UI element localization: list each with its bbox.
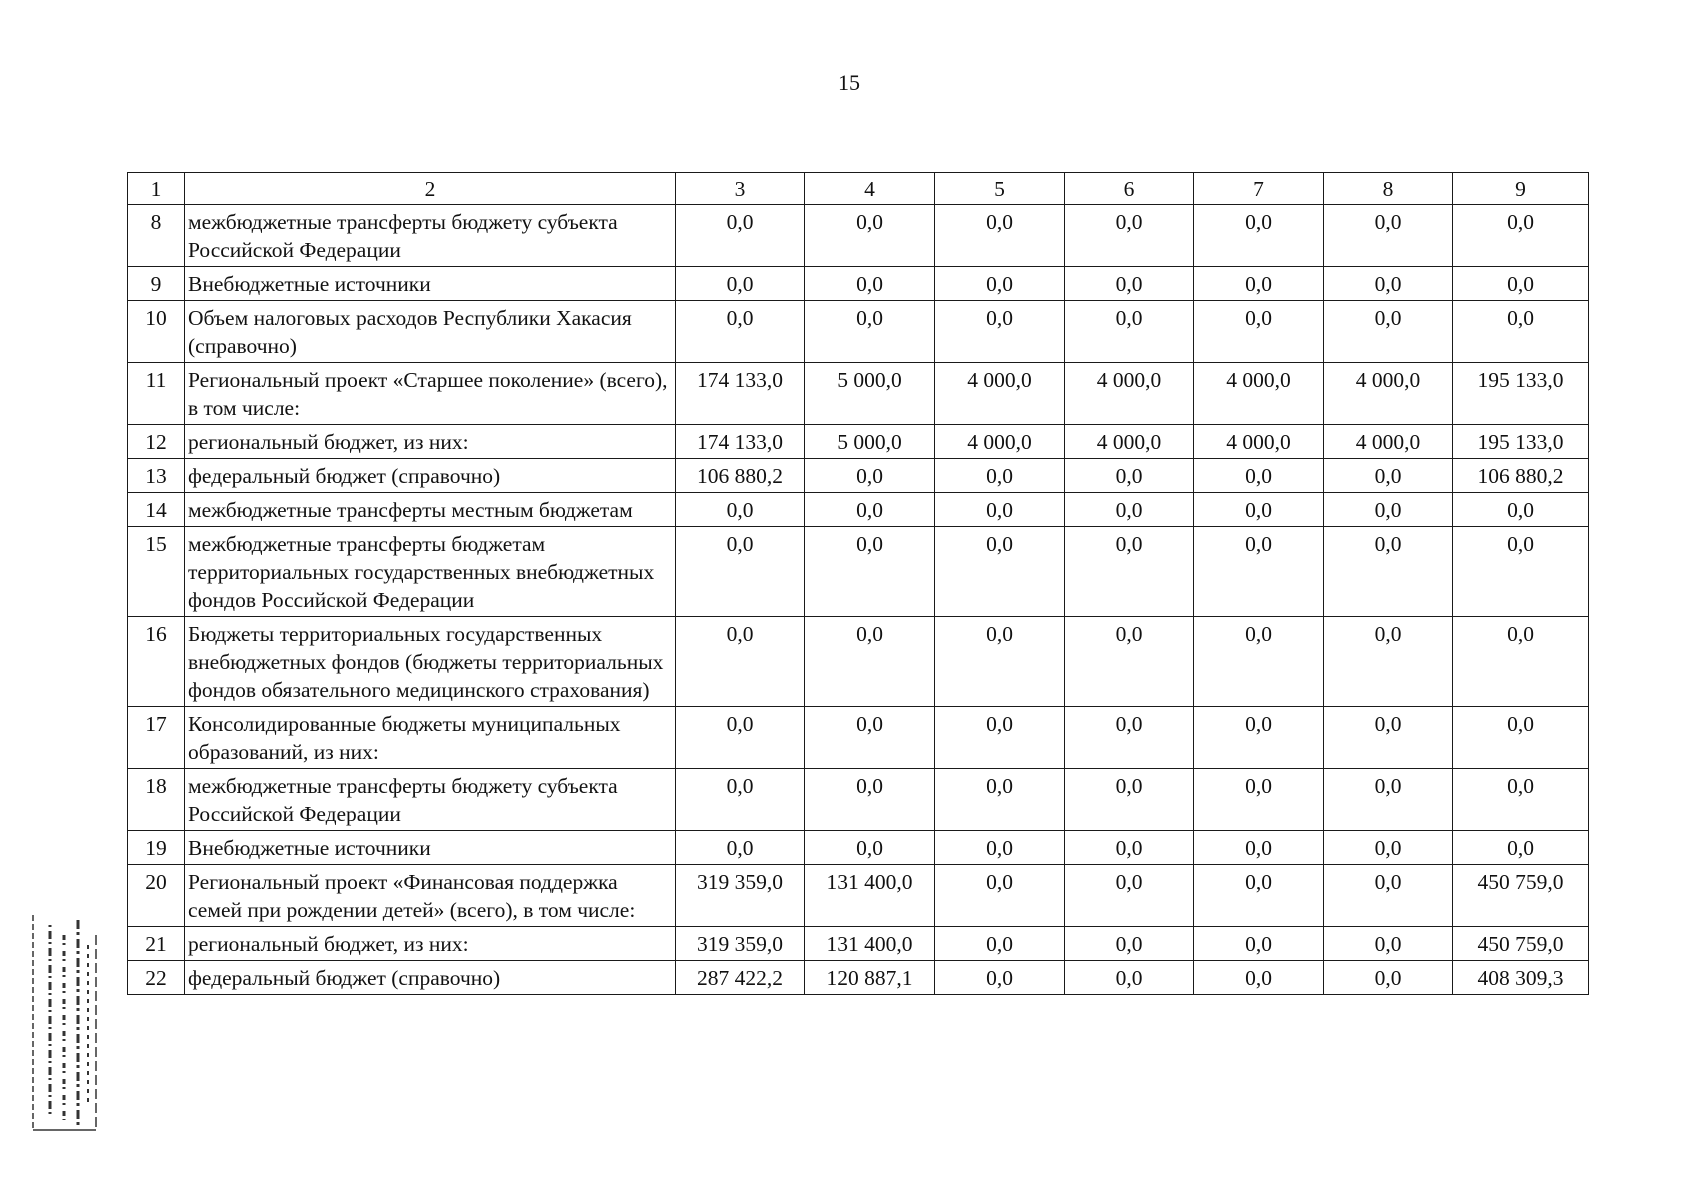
value-cell: 0,0 [1453, 301, 1589, 363]
value-cell: 0,0 [1194, 459, 1324, 493]
row-number: 10 [128, 301, 185, 363]
column-header: 6 [1065, 173, 1194, 205]
value-cell: 0,0 [1065, 267, 1194, 301]
value-cell: 0,0 [1324, 831, 1453, 865]
value-cell: 0,0 [1065, 459, 1194, 493]
value-cell: 4 000,0 [1194, 425, 1324, 459]
value-cell: 0,0 [1194, 961, 1324, 995]
value-cell: 4 000,0 [1324, 363, 1453, 425]
value-cell: 0,0 [1065, 961, 1194, 995]
table-header-row [128, 173, 1589, 205]
table-row [128, 301, 1589, 363]
value-cell: 0,0 [1453, 831, 1589, 865]
value-cell: 0,0 [1324, 927, 1453, 961]
value-cell: 174 133,0 [676, 363, 805, 425]
value-cell: 106 880,2 [1453, 459, 1589, 493]
row-number: 11 [128, 363, 185, 425]
page-number: 15 [838, 70, 860, 95]
value-cell: 0,0 [676, 831, 805, 865]
value-cell: 0,0 [1324, 527, 1453, 617]
table-row [128, 527, 1589, 617]
value-cell: 0,0 [1324, 769, 1453, 831]
value-cell: 4 000,0 [1324, 425, 1453, 459]
table-row [128, 617, 1589, 707]
value-cell: 0,0 [1194, 301, 1324, 363]
value-cell: 4 000,0 [935, 425, 1065, 459]
value-cell: 0,0 [1194, 769, 1324, 831]
row-label: федеральный бюджет (справочно) [185, 961, 676, 995]
value-cell: 4 000,0 [935, 363, 1065, 425]
value-cell: 0,0 [676, 267, 805, 301]
row-label: Внебюджетные источники [185, 831, 676, 865]
side-stamp-image [30, 905, 100, 1135]
value-cell: 0,0 [1324, 865, 1453, 927]
row-number: 8 [128, 205, 185, 267]
value-cell: 0,0 [676, 205, 805, 267]
table-row [128, 363, 1589, 425]
row-number: 13 [128, 459, 185, 493]
value-cell: 0,0 [1324, 617, 1453, 707]
row-number: 15 [128, 527, 185, 617]
row-label: региональный бюджет, из них: [185, 927, 676, 961]
value-cell: 4 000,0 [1194, 363, 1324, 425]
row-label: межбюджетные трансферты местным бюджетам [185, 493, 676, 527]
column-header: 2 [185, 173, 676, 205]
table-row [128, 425, 1589, 459]
value-cell: 174 133,0 [676, 425, 805, 459]
value-cell: 0,0 [935, 527, 1065, 617]
table-row [128, 267, 1589, 301]
value-cell: 0,0 [1065, 301, 1194, 363]
value-cell: 0,0 [805, 527, 935, 617]
row-label: Региональный проект «Старшее поколение» (всего), в том числе: [185, 363, 676, 425]
value-cell: 450 759,0 [1453, 927, 1589, 961]
value-cell: 0,0 [1065, 527, 1194, 617]
value-cell: 0,0 [1453, 527, 1589, 617]
value-cell: 0,0 [1194, 493, 1324, 527]
value-cell: 0,0 [1194, 617, 1324, 707]
value-cell: 0,0 [935, 493, 1065, 527]
value-cell: 0,0 [935, 459, 1065, 493]
table-row [128, 865, 1589, 927]
value-cell: 0,0 [805, 769, 935, 831]
value-cell: 0,0 [935, 617, 1065, 707]
row-label: Внебюджетные источники [185, 267, 676, 301]
table-row [128, 459, 1589, 493]
value-cell: 0,0 [935, 769, 1065, 831]
row-label: Объем налоговых расходов Республики Хакасия (справочно) [185, 301, 676, 363]
table-row [128, 769, 1589, 831]
row-number: 20 [128, 865, 185, 927]
value-cell: 0,0 [1065, 769, 1194, 831]
column-header: 4 [805, 173, 935, 205]
value-cell: 0,0 [1065, 205, 1194, 267]
value-cell: 408 309,3 [1453, 961, 1589, 995]
value-cell: 0,0 [1453, 769, 1589, 831]
value-cell: 0,0 [935, 927, 1065, 961]
column-header: 8 [1324, 173, 1453, 205]
value-cell: 0,0 [1194, 707, 1324, 769]
table-row [128, 493, 1589, 527]
table-row [128, 707, 1589, 769]
value-cell: 0,0 [1194, 267, 1324, 301]
value-cell: 0,0 [805, 707, 935, 769]
value-cell: 0,0 [805, 459, 935, 493]
value-cell: 5 000,0 [805, 363, 935, 425]
value-cell: 131 400,0 [805, 865, 935, 927]
value-cell: 0,0 [1324, 301, 1453, 363]
row-number: 17 [128, 707, 185, 769]
value-cell: 0,0 [676, 617, 805, 707]
value-cell: 0,0 [1065, 707, 1194, 769]
value-cell: 0,0 [1453, 205, 1589, 267]
value-cell: 195 133,0 [1453, 363, 1589, 425]
row-label: межбюджетные трансферты бюджету субъекта Российской Федерации [185, 205, 676, 267]
value-cell: 0,0 [805, 267, 935, 301]
value-cell: 0,0 [935, 831, 1065, 865]
value-cell: 195 133,0 [1453, 425, 1589, 459]
row-number: 14 [128, 493, 185, 527]
value-cell: 0,0 [1453, 267, 1589, 301]
table-row [128, 205, 1589, 267]
column-header: 3 [676, 173, 805, 205]
value-cell: 0,0 [1194, 927, 1324, 961]
value-cell: 0,0 [1324, 267, 1453, 301]
value-cell: 0,0 [935, 267, 1065, 301]
table-body [128, 173, 1589, 995]
value-cell: 106 880,2 [676, 459, 805, 493]
value-cell: 0,0 [935, 865, 1065, 927]
value-cell: 0,0 [1324, 961, 1453, 995]
value-cell: 0,0 [1324, 205, 1453, 267]
value-cell: 0,0 [1194, 865, 1324, 927]
value-cell: 0,0 [1065, 927, 1194, 961]
value-cell: 0,0 [805, 831, 935, 865]
value-cell: 0,0 [1453, 617, 1589, 707]
value-cell: 0,0 [1065, 865, 1194, 927]
value-cell: 319 359,0 [676, 865, 805, 927]
value-cell: 0,0 [935, 707, 1065, 769]
value-cell: 0,0 [805, 205, 935, 267]
value-cell: 0,0 [1194, 831, 1324, 865]
row-label: Бюджеты территориальных государственных внебюджетных фондов (бюджеты территориальных фондов обязательного медицинского страхования) [185, 617, 676, 707]
value-cell: 131 400,0 [805, 927, 935, 961]
row-number: 21 [128, 927, 185, 961]
row-number: 19 [128, 831, 185, 865]
value-cell: 5 000,0 [805, 425, 935, 459]
row-label: федеральный бюджет (справочно) [185, 459, 676, 493]
value-cell: 0,0 [1065, 617, 1194, 707]
row-label: Консолидированные бюджеты муниципальных образований, из них: [185, 707, 676, 769]
value-cell: 287 422,2 [676, 961, 805, 995]
table-row [128, 927, 1589, 961]
value-cell: 0,0 [935, 205, 1065, 267]
value-cell: 450 759,0 [1453, 865, 1589, 927]
row-label: межбюджетные трансферты бюджету субъекта Российской Федерации [185, 769, 676, 831]
row-label: межбюджетные трансферты бюджетам территориальных государственных внебюджетных фондов Российской Федерации [185, 527, 676, 617]
value-cell: 0,0 [676, 527, 805, 617]
value-cell: 120 887,1 [805, 961, 935, 995]
column-header: 7 [1194, 173, 1324, 205]
value-cell: 0,0 [676, 301, 805, 363]
row-number: 18 [128, 769, 185, 831]
value-cell: 319 359,0 [676, 927, 805, 961]
value-cell: 0,0 [676, 769, 805, 831]
row-number: 16 [128, 617, 185, 707]
row-label: Региональный проект «Финансовая поддержка семей при рождении детей» (всего), в том числе: [185, 865, 676, 927]
value-cell: 0,0 [935, 961, 1065, 995]
value-cell: 0,0 [1324, 707, 1453, 769]
column-header: 5 [935, 173, 1065, 205]
value-cell: 0,0 [805, 301, 935, 363]
row-label: региональный бюджет, из них: [185, 425, 676, 459]
row-number: 12 [128, 425, 185, 459]
value-cell: 0,0 [805, 493, 935, 527]
row-number: 9 [128, 267, 185, 301]
column-header: 1 [128, 173, 185, 205]
value-cell: 0,0 [935, 301, 1065, 363]
value-cell: 4 000,0 [1065, 425, 1194, 459]
value-cell: 0,0 [1194, 205, 1324, 267]
value-cell: 0,0 [1324, 459, 1453, 493]
value-cell: 0,0 [805, 617, 935, 707]
value-cell: 0,0 [1065, 493, 1194, 527]
row-number: 22 [128, 961, 185, 995]
value-cell: 0,0 [1453, 707, 1589, 769]
value-cell: 0,0 [676, 493, 805, 527]
value-cell: 4 000,0 [1065, 363, 1194, 425]
value-cell: 0,0 [676, 707, 805, 769]
budget-table [127, 172, 1589, 995]
column-header: 9 [1453, 173, 1589, 205]
table-row [128, 831, 1589, 865]
value-cell: 0,0 [1453, 493, 1589, 527]
value-cell: 0,0 [1065, 831, 1194, 865]
value-cell: 0,0 [1194, 527, 1324, 617]
table-row [128, 961, 1589, 995]
value-cell: 0,0 [1324, 493, 1453, 527]
